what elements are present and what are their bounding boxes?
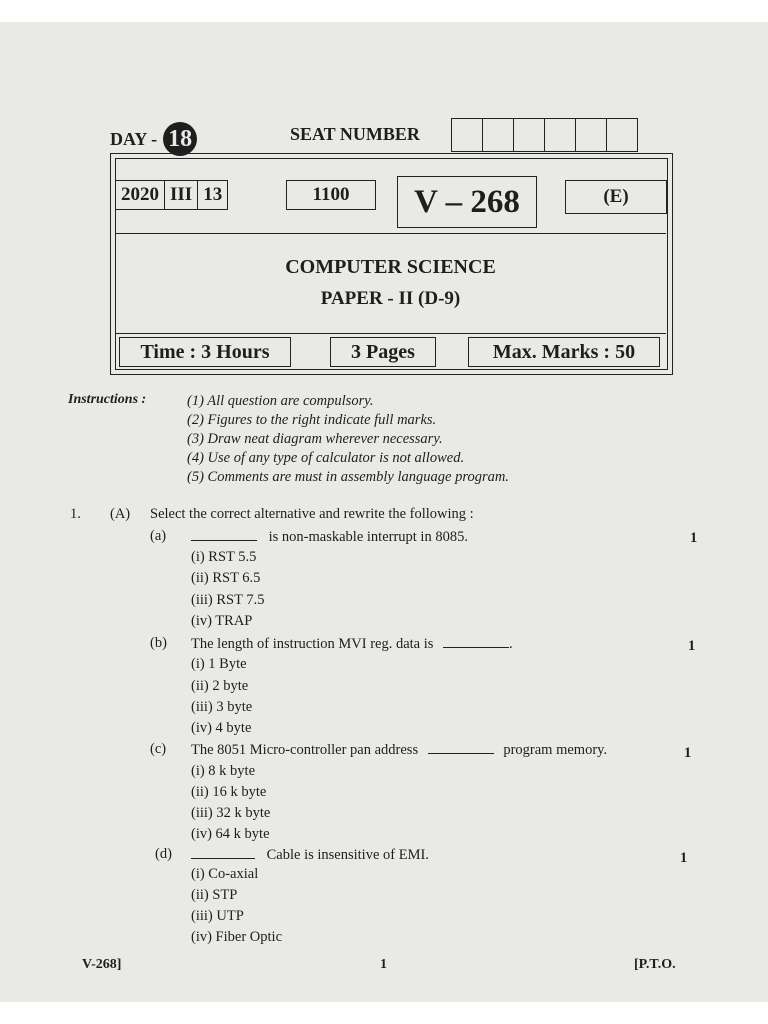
sub-question-label: (d) — [155, 846, 172, 862]
seat-box — [576, 119, 607, 151]
day-text: DAY - — [110, 128, 158, 149]
sub-question-text-after: program memory. — [503, 742, 608, 758]
option: (i) 1 Byte — [191, 656, 247, 672]
sub-question-text-before: The 8051 Micro-controller pan address — [191, 742, 419, 758]
exam-time-code: 1100 — [286, 180, 376, 210]
marks: 1 — [690, 530, 698, 546]
seat-box — [452, 119, 483, 151]
seat-box — [483, 119, 514, 151]
language-code: (E) — [565, 180, 667, 214]
option: (iv) 4 byte — [191, 720, 252, 736]
option: (iv) Fiber Optic — [191, 929, 283, 945]
option: (i) RST 5.5 — [191, 549, 257, 565]
option: (ii) STP — [191, 887, 238, 903]
please-turn-over: [P.T.O. — [634, 957, 676, 972]
instruction-item: (2) Figures to the right indicate full marks. — [187, 412, 437, 428]
sub-question-text-after: Cable is insensitive of EMI. — [266, 847, 429, 863]
option: (ii) 2 byte — [191, 678, 249, 694]
seat-box — [545, 119, 576, 151]
seat-number-boxes — [451, 118, 638, 152]
question-stem: Select the correct alternative and rewrite the following : — [150, 506, 474, 522]
sub-question-label: (a) — [150, 528, 167, 544]
time-box: Time : 3 Hours — [119, 337, 291, 367]
marks: 1 — [688, 638, 696, 654]
instruction-item: (1) All question are compulsory. — [187, 393, 374, 409]
instructions-label: Instructions : — [68, 392, 147, 407]
answer-blank — [191, 846, 255, 859]
sub-question-label: (b) — [150, 635, 167, 651]
header-divider-top — [115, 233, 666, 234]
seat-box — [607, 119, 637, 151]
instruction-item: (5) Comments are must in assembly language program. — [187, 469, 509, 485]
option: (iii) 3 byte — [191, 699, 253, 715]
sub-question-text-before: The length of instruction MVI reg. data is — [191, 636, 434, 652]
question-part: (A) — [110, 506, 131, 522]
answer-blank — [428, 741, 494, 754]
marks: 1 — [684, 745, 692, 761]
sub-question-text — [191, 528, 468, 546]
instruction-item: (4) Use of any type of calculator is not allowed. — [187, 450, 465, 466]
day-number-badge: 18 — [163, 122, 197, 156]
pages-box: 3 Pages — [330, 337, 436, 367]
option: (iii) RST 7.5 — [191, 592, 265, 608]
option: (iv) TRAP — [191, 613, 253, 629]
paper-code: V – 268 — [397, 176, 537, 228]
option: (iv) 64 k byte — [191, 826, 270, 842]
seat-number-label: SEAT NUMBER — [290, 124, 420, 144]
question-number: 1. — [70, 506, 81, 522]
sub-question-text — [191, 635, 513, 653]
instruction-item: (3) Draw neat diagram wherever necessary. — [187, 431, 443, 447]
footer-paper-code: V-268] — [82, 957, 122, 972]
answer-blank — [191, 528, 257, 541]
code-roman: III — [165, 181, 198, 209]
seat-box — [514, 119, 545, 151]
sub-question-label: (c) — [150, 741, 167, 757]
sub-question-text-after: is non-maskable interrupt in 8085. — [268, 529, 468, 545]
code-date: 13 — [203, 184, 223, 205]
sub-question-text — [191, 741, 607, 759]
exam-date-code — [115, 180, 228, 210]
option: (ii) 16 k byte — [191, 784, 267, 800]
option: (i) Co-axial — [191, 866, 259, 882]
marks: 1 — [680, 850, 688, 866]
paper-title: PAPER - II (D-9) — [320, 288, 461, 309]
answer-blank — [443, 635, 509, 648]
option: (iii) UTP — [191, 908, 244, 924]
day-label — [110, 122, 197, 156]
option: (i) 8 k byte — [191, 763, 256, 779]
subject-title: COMPUTER SCIENCE — [285, 256, 496, 278]
sub-question-text — [191, 846, 429, 864]
page-number: 1 — [380, 957, 387, 972]
header-divider-bottom — [115, 333, 666, 334]
code-year: 2020 — [116, 181, 165, 209]
option: (ii) RST 6.5 — [191, 570, 261, 586]
option: (iii) 32 k byte — [191, 805, 271, 821]
max-marks-box: Max. Marks : 50 — [468, 337, 660, 367]
sub-question-text-after: . — [509, 636, 513, 652]
